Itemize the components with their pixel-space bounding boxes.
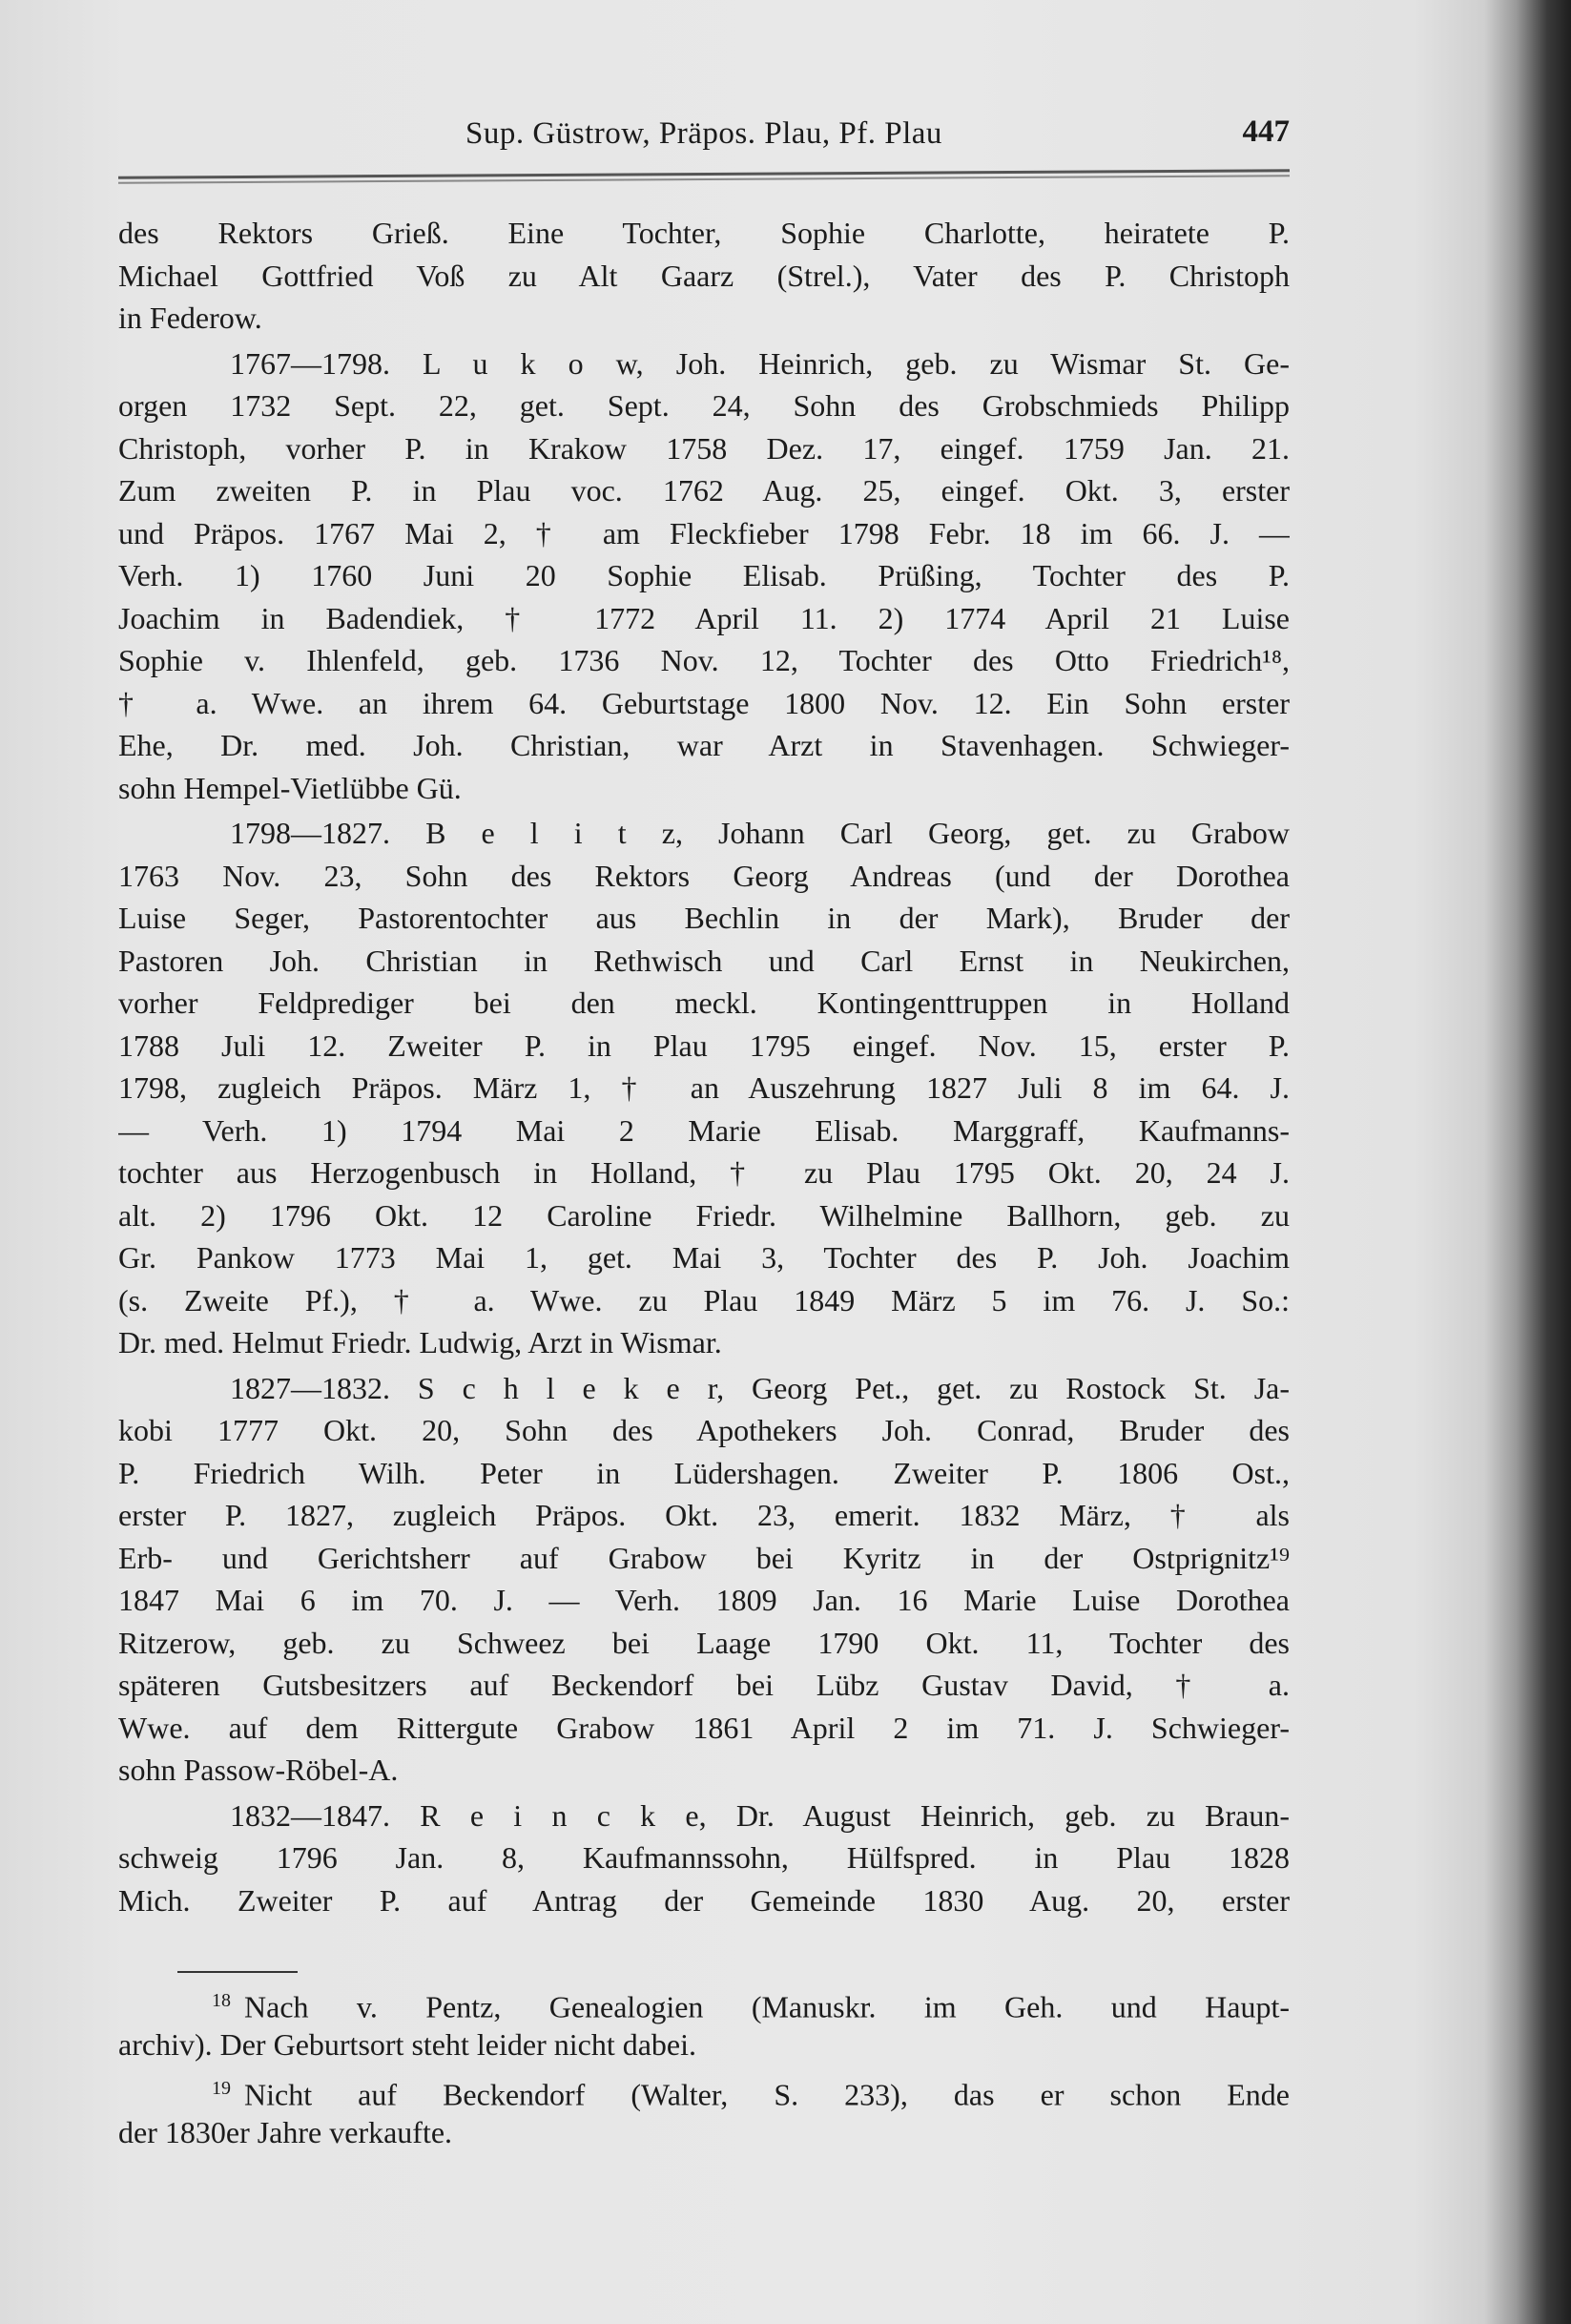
text-line: 1827—1832. S c h l e k e r, Georg Pet., get. zu Rostock St. Ja- [230, 1370, 1290, 1405]
footnote-line [118, 1979, 1290, 2023]
text-line: Luise Seger, Pastorentochter aus Bechlin in der Mark), Bruder der [118, 901, 1290, 935]
footnote-line: archiv). Der Geburtsort steht leider nicht dabei. [118, 2027, 696, 2062]
text-line: Ehe, Dr. med. Joh. Christian, war Arzt in Stavenhagen. Schwieger- [118, 728, 1290, 762]
text-line: Pastoren Joh. Christian in Rethwisch und Carl Ernst in Neukirchen, [118, 943, 1290, 978]
paragraph [118, 212, 1290, 340]
text-line: 1767—1798. L u k o w, Joh. Heinrich, geb. zu Wismar St. Ge- [230, 345, 1290, 381]
header-title: Sup. Güstrow, Präpos. Plau, Pf. Plau [465, 116, 942, 151]
text-line: Zum zweiten P. in Plau voc. 1762 Aug. 25, eingef. Okt. 3, erster [118, 473, 1290, 508]
text-line: Sophie v. Ihlenfeld, geb. 1736 Nov. 12, Tochter des Otto Friedrich¹⁸, [118, 643, 1290, 677]
text-line: vorher Feldprediger bei den meckl. Kontingenttruppen in Holland [118, 986, 1290, 1020]
footnote-text: Nicht auf Beckendorf (Walter, S. 233), das er schon Ende [244, 2077, 1290, 2112]
running-header [118, 114, 1290, 162]
footnote-line: der 1830er Jahre verkaufte. [118, 2115, 453, 2149]
text-line: Verh. 1) 1760 Juni 20 Sophie Elisab. Prüßing, Tochter des P. [118, 558, 1290, 592]
text-line: tochter aus Herzogenbusch in Holland, † zu Plau 1795 Okt. 20, 24 J. [118, 1155, 1290, 1190]
text-line: schweig 1796 Jan. 8, Kaufmannssohn, Hülfspred. in Plau 1828 [118, 1840, 1290, 1875]
text-line: Mich. Zweiter P. auf Antrag der Gemeinde 1830 Aug. 20, erster [118, 1882, 1290, 1918]
paragraph [118, 1367, 1290, 1792]
text-line: kobi 1777 Okt. 20, Sohn des Apothekers Joh. Conrad, Bruder des [118, 1413, 1290, 1447]
text-line: des Rektors Grieß. Eine Tochter, Sophie Charlotte, heiratete P. [118, 216, 1290, 250]
page-number: 447 [1242, 114, 1290, 149]
body-text [118, 212, 1290, 1924]
text-line: in Federow. [118, 301, 262, 335]
text-line: 1798, zugleich Präpos. März 1, † an Auszehrung 1827 Juli 8 im 64. J. [118, 1070, 1290, 1105]
text-line: alt. 2) 1796 Okt. 12 Caroline Friedr. Wilhelmine Ballhorn, geb. zu [118, 1197, 1290, 1233]
text-line: 1788 Juli 12. Zweiter P. in Plau 1795 eingef. Nov. 15, erster P. [118, 1027, 1290, 1063]
paragraph [118, 812, 1290, 1364]
footnote-text: Nach v. Pentz, Genealogien (Manuskr. im Geh. und Haupt- [244, 1989, 1290, 2024]
text-line: 1763 Nov. 23, Sohn des Rektors Georg Andreas (und der Dorothea [118, 858, 1290, 893]
footnote-rule [177, 1971, 298, 1973]
text-line: und Präpos. 1767 Mai 2, † am Fleckfieber 1798 Febr. 18 im 66. J. — [118, 515, 1290, 550]
text-line: sohn Passow-Röbel-A. [118, 1753, 399, 1787]
text-line: sohn Hempel-Vietlübbe Gü. [118, 770, 462, 805]
text-line: † a. Wwe. an ihrem 64. Geburtstage 1800 Nov. 12. Ein Sohn erster [118, 685, 1290, 720]
text-line: — Verh. 1) 1794 Mai 2 Marie Elisab. Marggraff, Kaufmanns- [118, 1112, 1290, 1148]
footnotes [118, 1979, 1290, 2154]
text-line: Michael Gottfried Voß zu Alt Gaarz (Strel.), Vater des P. Christoph [118, 258, 1290, 293]
text-line: Joachim in Badendiek, † 1772 April 11. 2) 1774 April 21 Luise [118, 600, 1290, 635]
paragraph [118, 1795, 1290, 1922]
text-line: Christoph, vorher P. in Krakow 1758 Dez. 17, eingef. 1759 Jan. 21. [118, 430, 1290, 466]
text-line: P. Friedrich Wilh. Peter in Lüdershagen. Zweiter P. 1806 Ost., [118, 1455, 1290, 1490]
text-line: 1798—1827. B e l i t z, Johann Carl Georg, get. zu Grabow [230, 816, 1290, 850]
text-line: (s. Zweite Pf.), † a. Wwe. zu Plau 1849 März 5 im 76. J. So.: [118, 1282, 1290, 1318]
text-line: erster P. 1827, zugleich Präpos. Okt. 23, emerit. 1832 März, † als [118, 1498, 1290, 1532]
text-line: orgen 1732 Sept. 22, get. Sept. 24, Sohn des Grobschmieds Philipp [118, 388, 1290, 423]
text-line: Wwe. auf dem Rittergute Grabow 1861 April 2 im 71. J. Schwieger- [118, 1710, 1290, 1745]
paragraph [118, 342, 1290, 810]
text-line: Gr. Pankow 1773 Mai 1, get. Mai 3, Tochter des P. Joh. Joachim [118, 1240, 1290, 1275]
text-line: späteren Gutsbesitzers auf Beckendorf bei Lübz Gustav David, † a. [118, 1668, 1290, 1702]
footnote-line [118, 2066, 1290, 2110]
footnote-marker: 18 [212, 1990, 231, 2011]
text-line: Ritzerow, geb. zu Schweez bei Laage 1790 Okt. 11, Tochter des [118, 1625, 1290, 1660]
text-line: Erb- und Gerichtsherr auf Grabow bei Kyritz in der Ostprignitz¹⁹ [118, 1540, 1290, 1575]
text-line: Dr. med. Helmut Friedr. Ludwig, Arzt in Wismar. [118, 1325, 722, 1359]
text-line: 1847 Mai 6 im 70. J. — Verh. 1809 Jan. 16 Marie Luise Dorothea [118, 1583, 1290, 1617]
footnote-marker: 19 [212, 2078, 231, 2099]
text-line: 1832—1847. R e i n c k e, Dr. August Heinrich, geb. zu Braun- [230, 1797, 1290, 1833]
